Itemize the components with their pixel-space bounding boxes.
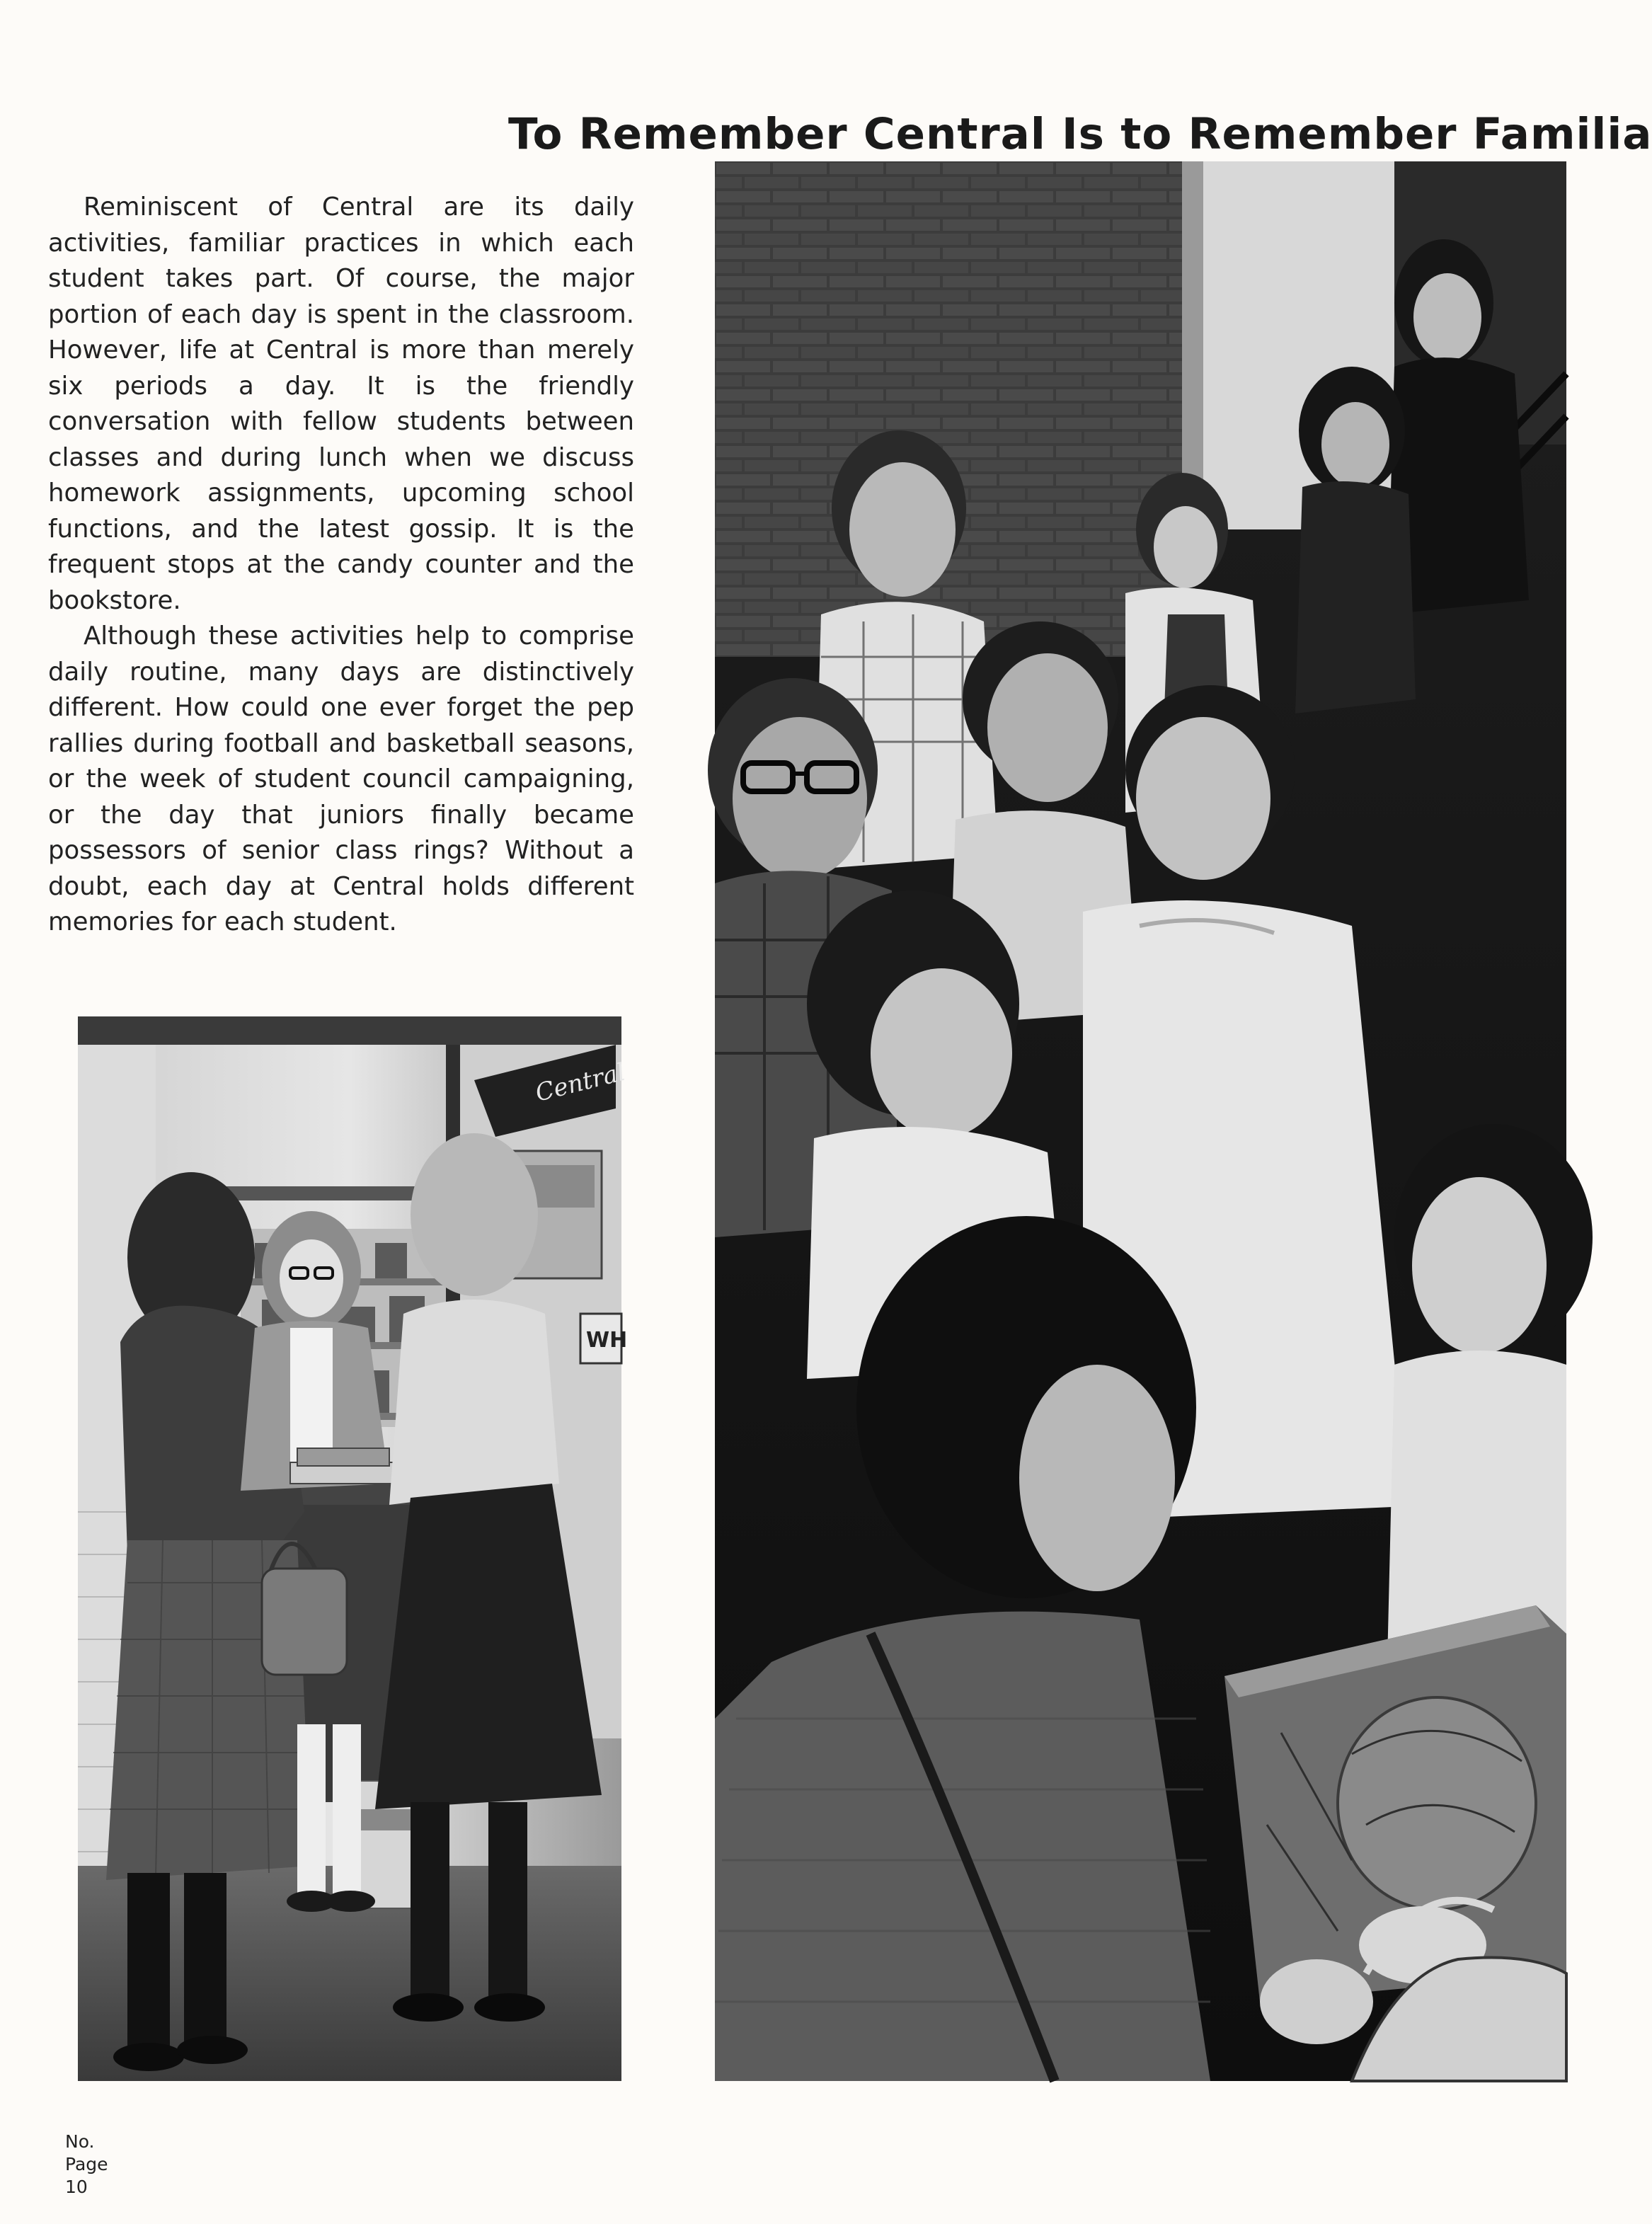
pennant-text: Central: [532, 1057, 629, 1108]
page-number-line-1: No.: [65, 2131, 95, 2152]
body-paragraph-2: Although these activities help to comprise daily routine, many days are distinctively different. How could one ever forget the pep rallies during football and basketball seasons, or the week of student council campaigning, or the day that juniors finally became possessors of senior class rings? Without a doubt, each day at Central holds different memories for each student.: [48, 621, 634, 936]
page-headline: To Remember Central Is to Remember Familia: [508, 109, 1652, 159]
page-number-line-2: Page: [65, 2154, 108, 2174]
body-paragraph-1: Reminiscent of Central are its daily activities, familiar practices in which each student takes part. Of course, the major portion of each day is spent in the classroom. However, life at Central is more than merely six periods a day. It is the friendly conversation with fellow students between classes and during lunch when we discuss homework assignments, upcoming school functions, and the latest gossip. It is the frequent stops at the candy counter and the bookstore.: [48, 193, 634, 615]
bookstore-photo: [78, 1016, 629, 2081]
stairwell-photo: [715, 161, 1566, 2081]
bookstore-photo-illustration: [78, 1016, 629, 2081]
stairwell-photo-illustration: [715, 161, 1566, 2081]
girl-right-with-books: [1387, 1124, 1593, 1662]
wall-sign-text: WH: [586, 1328, 628, 1353]
page-number: [65, 2131, 108, 2199]
body-text: [48, 190, 634, 941]
page-number-line-3: 10: [65, 2177, 88, 2197]
